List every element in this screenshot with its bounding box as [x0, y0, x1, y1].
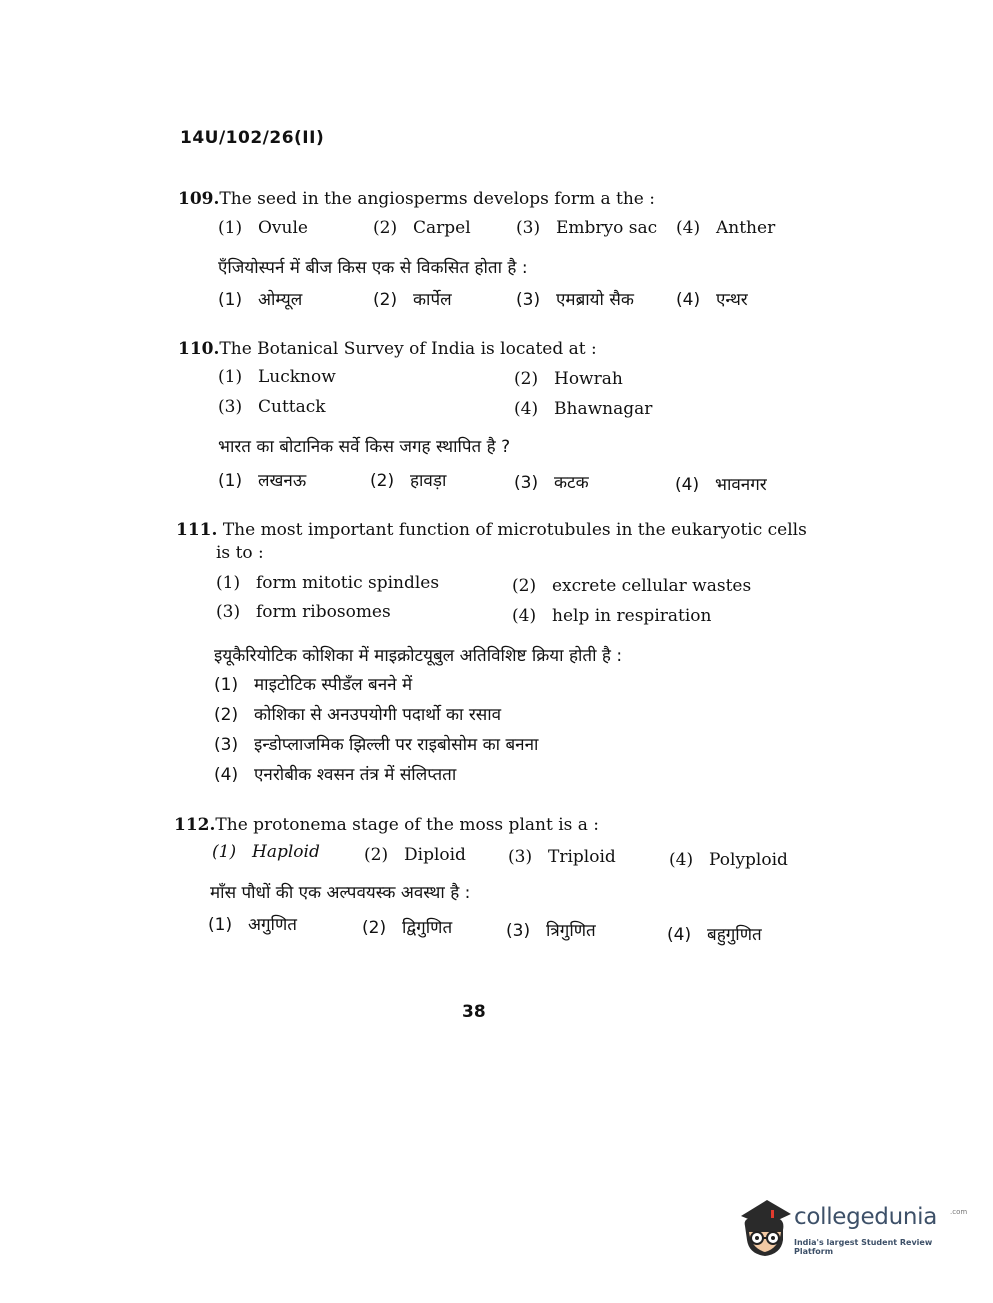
option-2: (2) Diploid [364, 845, 466, 865]
option-2: (2) Carpel [373, 218, 471, 238]
question-stem-cont: is to : [216, 543, 264, 563]
collegedunia-logo [737, 1196, 967, 1266]
option-2: (2) Howrah [514, 369, 623, 389]
question-text-hi: भारत का बोटानिक सर्वे किस जगह स्थापित है ? [218, 437, 511, 457]
option-2-hi: (2) कोशिका से अनउपयोगी पदार्थो का रसाव [214, 705, 502, 725]
option-4: (4) Bhawnagar [514, 399, 653, 419]
question-text-en [176, 518, 807, 542]
option-3-hi: (3) त्रिगुणित [506, 921, 596, 941]
question-text-en [174, 813, 599, 837]
option-1-hi: (1) लखनऊ [218, 471, 307, 491]
question-number: 112. [174, 815, 216, 835]
paper-code: 14U/102/26(II) [180, 128, 325, 148]
option-2-hi: (2) द्विगुणित [362, 918, 453, 938]
option-4: (4) Anther [676, 218, 776, 238]
option-2: (2) excrete cellular wastes [512, 576, 752, 596]
option-4: (4) Polyploid [669, 850, 788, 870]
question-number: 109. [178, 189, 220, 209]
option-4-hi: (4) एन्थर [676, 290, 748, 310]
question-text-hi: माँस पौधों की एक अल्पवयस्क अवस्था है : [210, 883, 471, 903]
brand-name: collegedunia [794, 1204, 938, 1230]
question-text-en [178, 337, 597, 361]
option-4: (4) help in respiration [512, 606, 712, 626]
option-1: (1) Lucknow [218, 367, 336, 387]
option-3: (3) Cuttack [218, 397, 326, 417]
question-text-hi: एँजियोस्पर्न में बीज किस एक से विकसित होता है : [218, 258, 528, 278]
page-number: 38 [462, 1002, 486, 1022]
option-1: (1) Ovule [218, 218, 308, 238]
brand-tagline: India's largest Student Review Platform [794, 1238, 933, 1256]
option-2-hi: (2) हावड़ा [370, 471, 447, 491]
question-number: 110. [178, 339, 220, 359]
option-3: (3) Triploid [508, 847, 616, 867]
brand-suffix: .com [950, 1208, 968, 1216]
mascot-icon [737, 1196, 793, 1260]
option-1-hi: (1) अगुणित [208, 915, 297, 935]
option-3: (3) Embryo sac [516, 218, 658, 238]
option-1: (1) Haploid [212, 842, 320, 862]
option-1-hi: (1) ओम्यूल [218, 290, 303, 310]
question-text-en [178, 187, 655, 211]
option-4-hi: (4) भावनगर [675, 475, 767, 495]
question-stem: The seed in the angiosperms develops form a the : [219, 189, 655, 209]
question-stem: The protonema stage of the moss plant is a : [215, 815, 600, 835]
option-4-hi: (4) बहुगुणित [667, 925, 762, 945]
question-number: 111. [176, 520, 218, 540]
question-stem: The Botanical Survey of India is located at : [219, 339, 597, 359]
question-text-hi: इयूकैरियोटिक कोशिका में माइक्रोटयूबुल अतिविशिष्ट क्रिया होती है : [214, 646, 623, 666]
question-stem: The most important function of microtubules in the eukaryotic cells [222, 520, 807, 540]
option-3: (3) form ribosomes [216, 602, 391, 622]
option-3-hi: (3) इन्डोप्लाजमिक झिल्ली पर राइबोसोम का बनना [214, 735, 539, 755]
option-4-hi: (4) एनरोबीक श्वसन तंत्र में संलिप्तता [214, 765, 457, 785]
option-1: (1) form mitotic spindles [216, 573, 440, 593]
option-3-hi: (3) एमब्रायो सैक [516, 290, 634, 310]
option-3-hi: (3) कटक [514, 473, 589, 493]
option-1-hi: (1) माइटोटिक स्पीडँल बनने में [214, 675, 413, 695]
option-2-hi: (2) कार्पेल [373, 290, 452, 310]
